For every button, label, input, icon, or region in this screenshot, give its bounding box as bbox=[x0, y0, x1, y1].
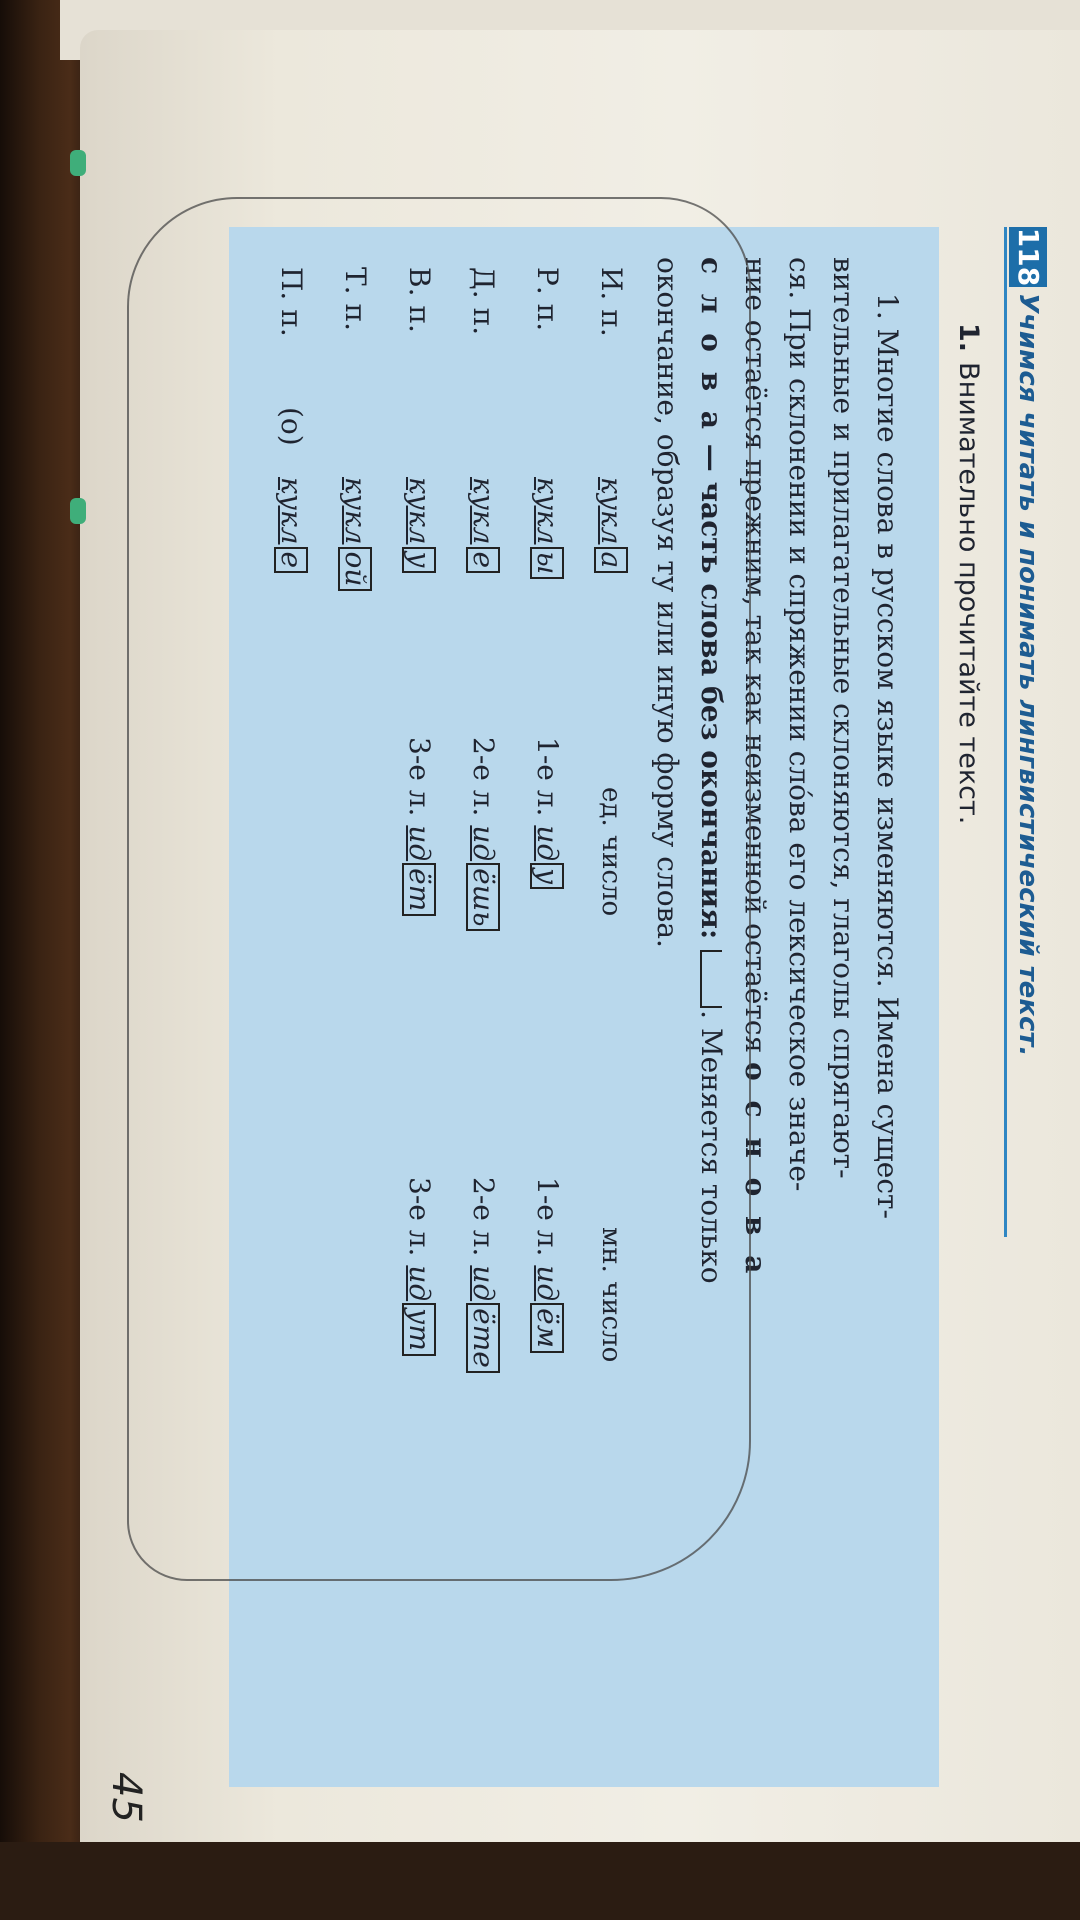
rule-line-text: ние остаётся прежним, так как неизменной остаётся bbox=[739, 257, 772, 1063]
noun-stem: кукл bbox=[403, 477, 436, 545]
ending-box: ой bbox=[338, 547, 372, 592]
verb-stem: ид bbox=[531, 1265, 564, 1302]
person-label: 1-е л. bbox=[531, 737, 564, 817]
verb-stem: ид bbox=[467, 825, 500, 862]
ending-box: ёте bbox=[466, 1303, 500, 1373]
ending-box: ы bbox=[530, 547, 564, 580]
ending-box: ёшь bbox=[466, 863, 500, 931]
ending-box: у bbox=[530, 863, 564, 889]
page-number: 45 bbox=[103, 1772, 149, 1823]
person-label: 3-е л. bbox=[403, 737, 436, 817]
case-label: П. п. bbox=[275, 267, 308, 337]
person-label: 3-е л. bbox=[403, 1177, 436, 1257]
noun-stem: кукл bbox=[595, 477, 628, 545]
plural-header: мн. число bbox=[596, 1227, 626, 1363]
task-text: Внимательно прочитайте текст. bbox=[953, 362, 984, 825]
verb-stem: ид bbox=[403, 825, 436, 862]
ending-box: ём bbox=[530, 1303, 564, 1353]
noun-stem: кукл bbox=[467, 477, 500, 545]
noun-form bbox=[463, 477, 503, 573]
ending-box: ут bbox=[402, 1303, 436, 1356]
verb-form-singular bbox=[463, 737, 503, 931]
term-osnova: о с н о в а bbox=[739, 1062, 772, 1279]
noun-form bbox=[399, 477, 439, 573]
lesson-number-badge: 118 bbox=[1009, 227, 1047, 287]
lesson-title: Учимся читать и понимать лингвистический текст. bbox=[1013, 293, 1043, 1057]
verb-stem: ид bbox=[403, 1265, 436, 1302]
verb-form-singular bbox=[399, 737, 439, 916]
term-slova: с л о в а bbox=[695, 257, 728, 435]
verb-form-plural bbox=[463, 1177, 503, 1373]
ending-box: у bbox=[402, 547, 436, 573]
case-label: И. п. bbox=[595, 267, 628, 337]
task-instruction bbox=[949, 323, 987, 824]
ending-box: а bbox=[594, 547, 628, 574]
rule-box bbox=[229, 227, 939, 1787]
case-label: Р. п. bbox=[531, 267, 564, 332]
noun-stem: кукл bbox=[339, 477, 372, 545]
case-label: Т. п. bbox=[339, 267, 372, 332]
ending-box: е bbox=[274, 547, 308, 574]
singular-header: ед. число bbox=[596, 787, 626, 917]
verb-form-plural bbox=[527, 1177, 567, 1353]
ending-box: е bbox=[466, 547, 500, 574]
noun-stem: кукл bbox=[531, 477, 564, 545]
ending-box: ёт bbox=[402, 863, 436, 916]
verb-stem: ид bbox=[531, 825, 564, 862]
person-label: 1-е л. bbox=[531, 1177, 564, 1257]
noun-form bbox=[591, 477, 631, 573]
dash: — bbox=[695, 434, 728, 482]
verb-form-singular bbox=[527, 737, 567, 889]
person-label: 2-е л. bbox=[467, 1177, 500, 1257]
green-tab-marker bbox=[70, 150, 86, 176]
rule-line-text: . Меняется только bbox=[695, 1010, 728, 1284]
page-content bbox=[57, 227, 1047, 1867]
noun-form bbox=[527, 477, 567, 579]
noun-form bbox=[335, 477, 375, 591]
definition: часть слова без окончания: bbox=[695, 481, 728, 940]
noun-form bbox=[271, 477, 311, 573]
rule-line: 1. Многие слова в русском языке изменяются. Имена сущест- bbox=[871, 293, 904, 1219]
verb-stem: ид bbox=[467, 1265, 500, 1302]
verb-form-plural bbox=[399, 1177, 439, 1356]
title-underline bbox=[1004, 227, 1007, 1237]
preposition: (о) bbox=[275, 407, 308, 446]
case-label: В. п. bbox=[403, 267, 436, 333]
rule-line: ся. При склонении и спряжении сло́ва его лексическое значе- bbox=[783, 257, 816, 1192]
rule-line: вительные и прилагательные склоняются, глаголы спрягают- bbox=[827, 257, 860, 1179]
noun-stem: кукл bbox=[275, 477, 308, 545]
person-label: 2-е л. bbox=[467, 737, 500, 817]
task-number: 1. bbox=[953, 323, 984, 353]
rule-line: окончание, образуя ту или иную форму слова. bbox=[651, 257, 684, 948]
pencil-outline bbox=[127, 197, 751, 1581]
case-label: Д. п. bbox=[467, 267, 500, 336]
